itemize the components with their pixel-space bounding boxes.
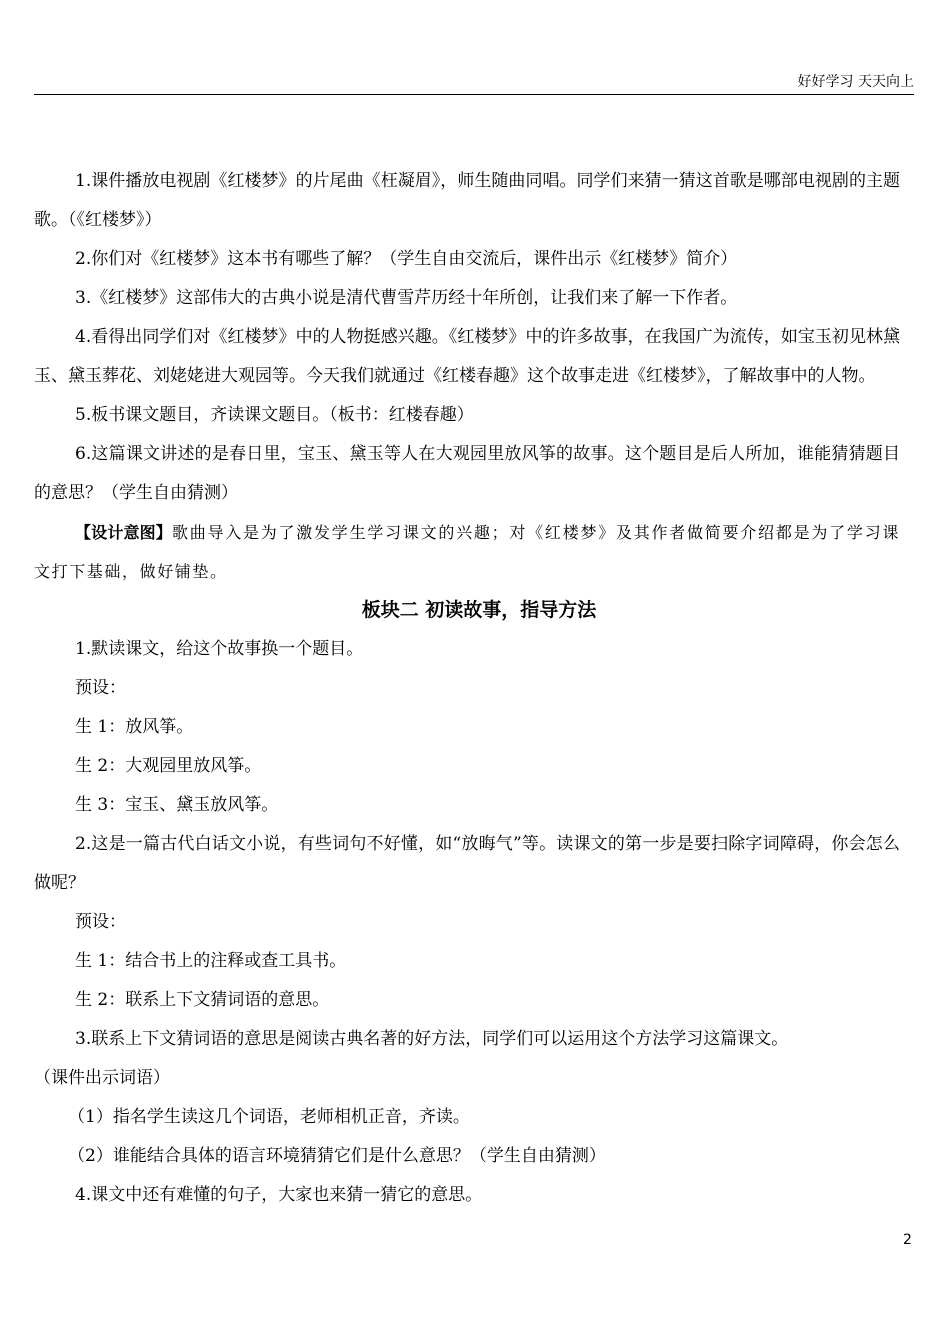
design-intent-paragraph <box>34 513 900 591</box>
section2-paragraph-3-continued: （课件出示词语） <box>34 1068 170 1088</box>
page-number: 2 <box>903 1232 912 1248</box>
design-intent-text: 歌曲导入是为了激发学生学习课文的兴趣；对《红楼梦》及其作者做简要介绍都是为了学习课文打下基础，做好铺垫。 <box>34 523 900 581</box>
section2-paragraph-2: 2.这是一篇古代白话文小说，有些词句不好懂，如“放晦气”等。读课文的第一步是要扫除字词障碍，你会怎么做呢？ <box>34 834 900 893</box>
subitem-1: （1）指名学生读这几个词语，老师相机正音，齐读。 <box>68 1107 470 1127</box>
preset-label-2: 预设： <box>75 912 126 932</box>
design-intent-label: 【设计意图】 <box>75 523 172 542</box>
page-header <box>34 74 914 95</box>
section1-paragraph-1: 1.课件播放电视剧《红楼梦》的片尾曲《枉凝眉》，师生随曲同唱。同学们来猜一猜这首歌是哪部电视剧的主题歌。（《红楼梦》） <box>34 171 900 230</box>
student-answer-1-2: 生 2：大观园里放风筝。 <box>75 756 262 776</box>
section1-paragraph-6: 6.这篇课文讲述的是春日里，宝玉、黛玉等人在大观园里放风筝的故事。这个题目是后人所加，谁能猜猜题目的意思？（学生自由猜测） <box>34 444 900 503</box>
student-answer-2-2: 生 2：联系上下文猜词语的意思。 <box>75 990 330 1010</box>
document-body <box>34 162 900 1215</box>
header-motto: 好好学习 天天向上 <box>797 74 914 90</box>
section1-paragraph-4: 4.看得出同学们对《红楼梦》中的人物挺感兴趣。《红楼梦》中的许多故事，在我国广为流传，如宝玉初见林黛玉、黛玉葬花、刘姥姥进大观园等。今天我们就通过《红楼春趣》这个故事走进《红楼梦》，了解故事中的人物。 <box>34 327 900 386</box>
section1-paragraph-2: 2.你们对《红楼梦》这本书有哪些了解？（学生自由交流后，课件出示《红楼梦》简介） <box>75 249 738 269</box>
student-answer-1-1: 生 1：放风筝。 <box>75 717 194 737</box>
subitem-2: （2）谁能结合具体的语言环境猜猜它们是什么意思？（学生自由猜测） <box>68 1146 606 1166</box>
preset-label-1: 预设： <box>75 678 126 698</box>
section2-paragraph-4: 4.课文中还有难懂的句子，大家也来猜一猜它的意思。 <box>75 1185 483 1205</box>
section2-title: 板块二 初读故事，指导方法 <box>361 599 597 621</box>
student-answer-1-3: 生 3：宝玉、黛玉放风筝。 <box>75 795 279 815</box>
section1-paragraph-5: 5.板书课文题目，齐读课文题目。（板书：红楼春趣） <box>75 405 474 425</box>
student-answer-2-1: 生 1：结合书上的注释或查工具书。 <box>75 951 347 971</box>
section1-paragraph-3: 3.《红楼梦》这部伟大的古典小说是清代曹雪芹历经十年所创，让我们来了解一下作者。 <box>75 288 738 308</box>
section2-paragraph-3: 3.联系上下文猜词语的意思是阅读古典名著的好方法，同学们可以运用这个方法学习这篇课文。 <box>75 1029 789 1049</box>
section2-paragraph-1: 1.默读课文，给这个故事换一个题目。 <box>75 639 364 659</box>
